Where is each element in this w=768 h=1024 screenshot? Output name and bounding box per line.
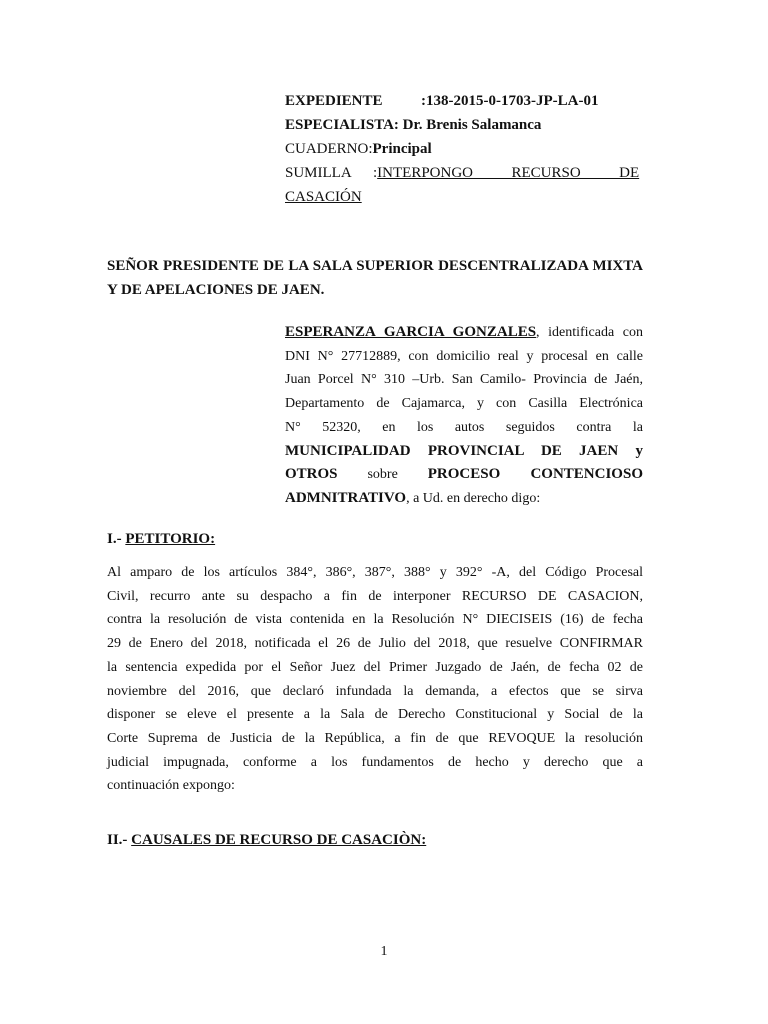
intro-line5: N° 52320, en los autos seguidos contra la [285, 419, 643, 435]
especialista-label: ESPECIALISTA: [285, 117, 399, 133]
expediente-line [285, 89, 643, 113]
section-number: II.- [107, 832, 132, 848]
expediente-value: :138-2015-0-1703-JP-LA-01 [421, 93, 599, 109]
petitorio-line: la sentencia expedida por el Señor Juez del Primer Juzgado de Jaén, de fecha 02 de [107, 659, 643, 675]
sumilla-label: SUMILLA [285, 165, 352, 181]
petitorio-line: 29 de Enero del 2018, notificada el 26 de Julio del 2018, que resuelve CONFIRMAR [107, 636, 643, 652]
intro-paragraph [285, 321, 643, 511]
intro-line6: MUNICIPALIDAD PROVINCIAL DE JAEN y [285, 442, 643, 459]
intro-line4: Departamento de Cajamarca, y con Casilla Electrónica [285, 396, 643, 412]
section-title: CAUSALES DE RECURSO DE CASACIÒN: [131, 832, 427, 848]
intro-line1-rest: , identificada con [536, 325, 643, 340]
intro-line3: Juan Porcel N° 310 –Urb. San Camilo- Provincia de Jaén, [285, 372, 643, 388]
cuaderno-line [285, 137, 643, 161]
petitorio-line: Al amparo de los artículos 384°, 386°, 387°, 388° y 392° -A, del Código Procesal [107, 565, 643, 580]
petitorio-line: noviembre del 2016, que declaró infundada la demanda, a efectos que se sirva [107, 683, 643, 699]
sumilla-sep: : [373, 165, 378, 181]
petitorio-line: judicial impugnada, conforme a los fundamentos de hecho y derecho que a [107, 754, 643, 770]
intro-line1 [285, 321, 643, 345]
especialista-line [285, 113, 643, 137]
section-title: PETITORIO: [125, 531, 216, 547]
intro-sobre: sobre [337, 467, 428, 483]
intro-line2: DNI N° 27712889, con domicilio real y procesal en calle [285, 348, 643, 364]
petitioner-name: ESPERANZA GARCIA GONZALES [285, 324, 537, 340]
petitorio-line: disponer se eleve el presente a la Sala de Derecho Constitucional y Social de la [107, 707, 643, 723]
petitorio-line: Civil, recurro ante su despacho a fin de interponer RECURSO DE CASACION, [107, 588, 643, 604]
petitorio-paragraph [107, 561, 643, 798]
addressee [107, 254, 643, 302]
cuaderno-label: CUADERNO: [285, 141, 373, 157]
cuaderno-value: Principal [372, 141, 432, 157]
sumilla-line [285, 161, 643, 185]
sumilla-text-line2: CASACIÓN [285, 189, 362, 205]
sumilla-text-line1: INTERPONGO RECURSO DE [377, 165, 640, 181]
addressee-line1: SEÑOR PRESIDENTE DE LA SALA SUPERIOR DESCENTRALIZADA MIXTA [107, 258, 643, 274]
intro-proceso: PROCESO CONTENCIOSO [427, 466, 643, 483]
petitorio-line: Corte Suprema de Justicia de la República, a fin de que REVOQUE la resolución [107, 730, 643, 746]
section-causales-heading [107, 832, 426, 849]
addressee-line2: Y DE APELACIONES DE JAEN. [107, 282, 325, 298]
petitorio-line: continuación expongo: [107, 778, 235, 794]
petitorio-line: contra la resolución de vista contenida en la Resolución N° DIECISEIS (16) de fecha [107, 612, 643, 628]
intro-admnitrativo: ADMNITRATIVO [285, 489, 407, 506]
section-number: I.- [107, 531, 126, 547]
section-petitorio-heading [107, 531, 215, 548]
intro-otros: OTROS [285, 466, 338, 483]
intro-line8 [285, 487, 643, 511]
intro-line7 [285, 463, 643, 487]
expediente-label: EXPEDIENTE [285, 93, 383, 109]
intro-closing: , a Ud. en derecho digo: [406, 490, 541, 506]
page-number: 1 [380, 944, 388, 959]
sumilla-line2 [285, 185, 643, 209]
especialista-value: Dr. Brenis Salamanca [402, 117, 542, 133]
